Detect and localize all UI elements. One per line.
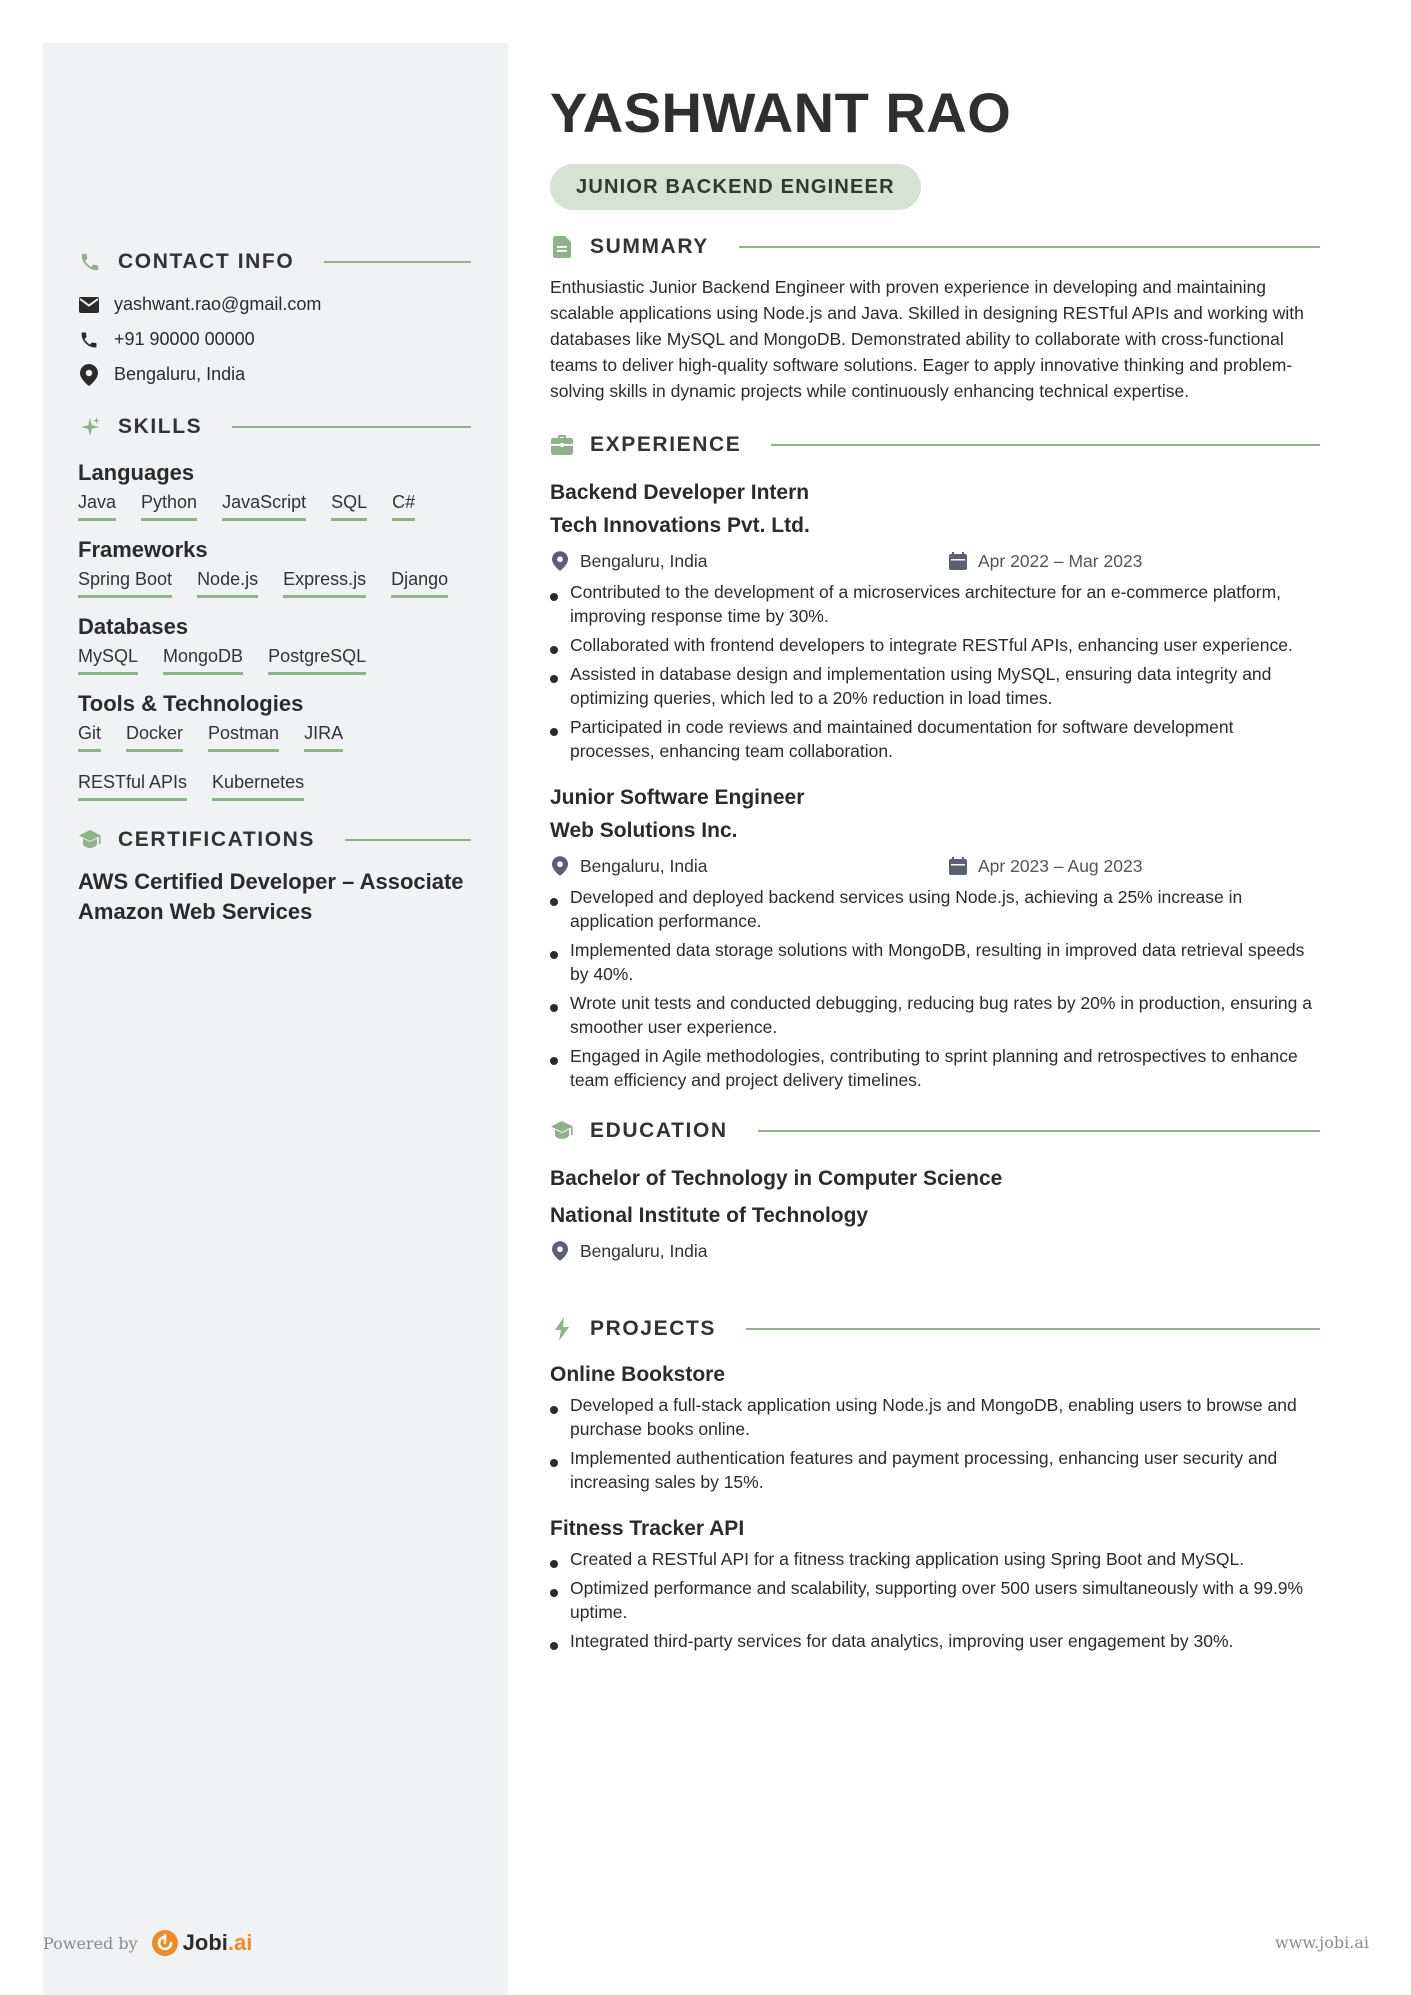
project-title: Online Bookstore: [550, 1363, 726, 1386]
job-dates: Apr 2022 – Mar 2023: [978, 550, 1143, 571]
skill-chip: Git: [78, 721, 101, 752]
main-content: [550, 80, 1320, 1658]
location-text: Bengaluru, India: [114, 364, 246, 384]
contact-location: [78, 357, 471, 392]
skill-chip: JavaScript: [222, 490, 306, 521]
certification-issuer: Amazon Web Services: [78, 899, 313, 924]
job-bullet: Implemented data storage solutions with MongoDB, resulting in improved data retrieval speeds by 40%.: [550, 938, 1320, 986]
skill-group-title: Frameworks: [78, 537, 208, 562]
phone-text: +91 90000 00000: [114, 329, 255, 349]
map-pin-icon: [550, 1241, 570, 1261]
job-title: Junior Software Engineer: [550, 786, 805, 809]
project-bullet: Implemented authentication features and payment processing, enhancing user security and increasing sales by 15%.: [550, 1446, 1320, 1494]
section-divider: [739, 246, 1320, 248]
job-location: Bengaluru, India: [580, 855, 708, 876]
envelope-icon: [78, 294, 100, 316]
skill-chip: Node.js: [197, 567, 258, 598]
experience-heading: [550, 428, 1320, 462]
calendar-icon: [948, 856, 968, 876]
contact-heading: [78, 245, 471, 279]
skill-chip: Docker: [126, 721, 183, 752]
skill-chip: C#: [392, 490, 415, 521]
skill-chip: JIRA: [304, 721, 343, 752]
skill-chip: Express.js: [283, 567, 366, 598]
section-divider: [232, 426, 471, 428]
job-bullet: Contributed to the development of a microservices architecture for an e-commerce platform, improving response time by 30%.: [550, 580, 1320, 628]
company-name: Web Solutions Inc.: [550, 819, 738, 842]
powered-by-footer: [43, 1930, 252, 1956]
role-badge: JUNIOR BACKEND ENGINEER: [550, 164, 921, 210]
section-divider: [771, 444, 1320, 446]
candidate-name: YASHWANT RAO: [550, 81, 1012, 144]
map-pin-icon: [550, 551, 570, 571]
website-link[interactable]: www.jobi.ai: [1275, 1933, 1369, 1952]
phone-icon: [78, 250, 102, 274]
project-entry: [550, 1358, 1320, 1494]
lightning-icon: [550, 1317, 574, 1341]
job-bullet: Wrote unit tests and conducted debugging, reducing bug rates by 20% in production, ensuring a smoother user experience.: [550, 991, 1320, 1039]
education-heading-text: EDUCATION: [590, 1119, 728, 1142]
map-pin-icon: [550, 856, 570, 876]
education-entry: [550, 1160, 1320, 1268]
briefcase-icon: [550, 433, 574, 457]
job-bullet: Developed and deployed backend services using Node.js, achieving a 25% increase in application performance.: [550, 885, 1320, 933]
document-icon: [550, 235, 574, 259]
email-text: yashwant.rao@gmail.com: [114, 294, 322, 314]
job-location: Bengaluru, India: [580, 550, 708, 571]
job-meta: [550, 544, 1320, 578]
skill-group-title: Tools & Technologies: [78, 691, 304, 716]
project-entry: [550, 1512, 1320, 1653]
skill-chip: MongoDB: [163, 644, 243, 675]
section-divider: [324, 261, 471, 263]
project-bullet: Developed a full-stack application using Node.js and MongoDB, enabling users to browse and purchase books online.: [550, 1393, 1320, 1441]
skill-group: [78, 458, 471, 521]
job-title: Backend Developer Intern: [550, 481, 810, 504]
section-divider: [746, 1328, 1320, 1330]
sidebar-content: [78, 245, 471, 927]
project-bullet: Created a RESTful API for a fitness tracking application using Spring Boot and MySQL.: [550, 1547, 1320, 1571]
skill-chip: Postman: [208, 721, 279, 752]
skill-chip: Spring Boot: [78, 567, 172, 598]
certifications-heading: [78, 823, 471, 857]
company-name: Tech Innovations Pvt. Ltd.: [550, 514, 810, 537]
graduation-cap-icon: [78, 828, 102, 852]
job-bullet: Assisted in database design and implementation using MySQL, ensuring data integrity and optimizing queries, which led to a 20% reduction in load times.: [550, 662, 1320, 710]
powered-by-text: Powered by: [43, 1933, 138, 1953]
brand-name: Jobi: [182, 1930, 228, 1955]
project-bullet: Integrated third-party services for data analytics, improving user engagement by 30%.: [550, 1629, 1320, 1653]
skill-chip: Kubernetes: [212, 770, 304, 801]
skill-group: [78, 535, 471, 598]
contact-phone: [78, 322, 471, 357]
jobi-logo-text: [183, 1930, 253, 1956]
skill-chip: MySQL: [78, 644, 138, 675]
skills-heading: [78, 410, 471, 444]
contact-heading-text: CONTACT INFO: [118, 250, 295, 273]
job-bullet: Engaged in Agile methodologies, contributing to sprint planning and retrospectives to enhance team efficiency and project delivery timelines.: [550, 1044, 1320, 1092]
skill-group: [78, 689, 471, 801]
job-meta: [550, 849, 1320, 883]
graduation-cap-icon: [550, 1119, 574, 1143]
education-heading: [550, 1114, 1320, 1148]
skill-group: [78, 612, 471, 675]
brand-suffix: .ai: [227, 1930, 253, 1955]
experience-heading-text: EXPERIENCE: [590, 433, 742, 456]
skill-chip: Django: [391, 567, 448, 598]
project-bullet: Optimized performance and scalability, supporting over 500 users simultaneously with a 99.9% uptime.: [550, 1576, 1320, 1624]
job-dates: Apr 2023 – Aug 2023: [978, 855, 1143, 876]
skill-chip: RESTful APIs: [78, 770, 187, 801]
contact-email: [78, 287, 471, 322]
phone-icon: [78, 329, 100, 351]
skill-chip: PostgreSQL: [268, 644, 366, 675]
jobi-logo-icon: [152, 1930, 178, 1956]
calendar-icon: [948, 551, 968, 571]
summary-text: Enthusiastic Junior Backend Engineer with proven experience in developing and maintaining scalable applications using Node.js and Java. Skilled in designing RESTful APIs and working with databases like MySQL and MongoDB. Demonstrated ability to collaborate with cross-functional teams to deliver high-quality software solutions. Eager to apply innovative thinking and problem-solving skills in dynamic projects while continuously enhancing technical expertise.: [550, 277, 1304, 401]
experience-entry: [550, 476, 1320, 763]
map-pin-icon: [78, 364, 100, 386]
skill-group-title: Databases: [78, 614, 189, 639]
skill-chip: Java: [78, 490, 116, 521]
section-divider: [345, 839, 471, 841]
projects-heading: [550, 1312, 1320, 1346]
sparkle-icon: [78, 415, 102, 439]
school-name: National Institute of Technology: [550, 1204, 869, 1227]
skills-heading-text: SKILLS: [118, 415, 203, 438]
project-title: Fitness Tracker API: [550, 1517, 745, 1540]
experience-entry: [550, 781, 1320, 1092]
skill-group-title: Languages: [78, 460, 195, 485]
degree-title: Bachelor of Technology in Computer Science: [550, 1167, 1003, 1190]
education-meta: [550, 1234, 1320, 1268]
summary-heading-text: SUMMARY: [590, 235, 709, 258]
certifications-heading-text: CERTIFICATIONS: [118, 828, 316, 851]
skill-chip: SQL: [331, 490, 367, 521]
certification-title: AWS Certified Developer – Associate: [78, 869, 464, 894]
job-bullet: Participated in code reviews and maintained documentation for software development processes, enhancing team collaboration.: [550, 715, 1320, 763]
projects-heading-text: PROJECTS: [590, 1317, 716, 1340]
skill-chip: Python: [141, 490, 197, 521]
section-divider: [758, 1130, 1320, 1132]
education-location: Bengaluru, India: [580, 1240, 708, 1261]
summary-heading: [550, 230, 1320, 264]
job-bullet: Collaborated with frontend developers to integrate RESTful APIs, enhancing user experience.: [550, 633, 1320, 657]
